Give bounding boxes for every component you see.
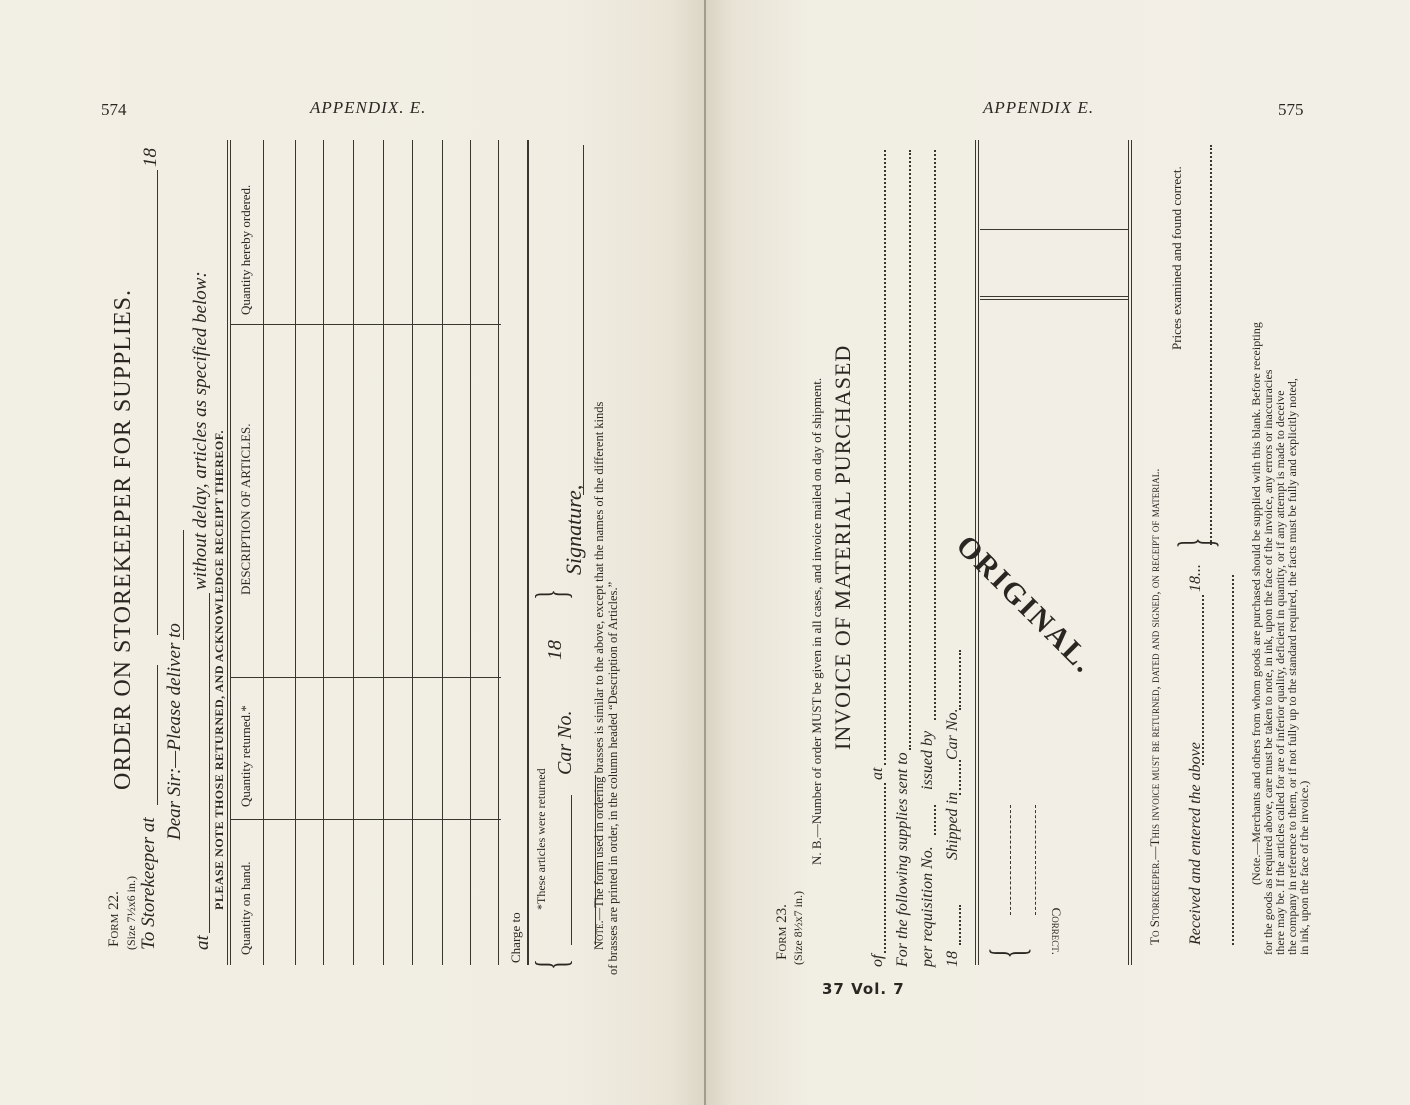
correct-brace-icon: { <box>979 947 1035 959</box>
storekeeper-note <box>1148 469 1161 945</box>
invoice-note-line: in ink, upon the face of the invoice.) <box>1297 780 1311 955</box>
invoice-note-line: the company in reference to them, or if not fully up to the standard required, the facts must be fully and explicitly noted, <box>1285 378 1299 955</box>
invoice-note-line: there may be. If the articles called for are of inferior quality, deficient in quantity, or if any attempt is made to deceive <box>1273 390 1287 955</box>
column-header-description: DESCRIPTION OF ARTICLES. <box>238 423 253 595</box>
invoice-column-divider <box>980 229 1128 230</box>
notice-text: PLEASE NOTE THOSE RETURNED, AND ACKNOWLEDGE RECEIPT THEREOF. <box>212 430 226 910</box>
correct-blank-2 <box>1035 805 1036 915</box>
received-brace-icon: } <box>1167 537 1223 549</box>
deliver-to-blank <box>183 530 184 640</box>
to-storekeeper-label: To Storekeeper at <box>138 817 159 950</box>
table-top-rule-2 <box>230 140 231 965</box>
page-number-left: 574 <box>101 100 127 119</box>
returned-blank <box>571 795 572 945</box>
supplies-sent-label: For the following supplies sent to <box>894 752 911 967</box>
note-line-1 <box>593 402 606 950</box>
requisition-blank <box>934 805 936 835</box>
requisition-label: per requisition No. <box>919 846 936 967</box>
storekeeper-note-text: To Storekeeper.—This invoice must be returned, dated and signed, on receipt of material. <box>1147 468 1162 945</box>
column-header-ordered: Quantity hereby ordered. <box>238 184 253 315</box>
issued-by-label: issued by <box>919 730 936 790</box>
invoice-box-rule <box>1128 140 1129 965</box>
at-blank <box>884 150 886 765</box>
year-prefix-2: 18 <box>544 640 566 660</box>
invoice-box-rule-2 <box>1131 140 1132 965</box>
shipped-in-label: Shipped in <box>944 792 961 860</box>
signature-mark: 37 Vol. 7 <box>822 980 905 998</box>
table-row-line <box>383 140 384 965</box>
correct-label: Correct. <box>1049 907 1064 955</box>
charge-to-label: Charge to <box>508 912 523 963</box>
correct-blank-1 <box>1010 805 1011 915</box>
issued-by-blank <box>934 150 936 720</box>
at-label: at <box>869 767 886 780</box>
left-brace-icon: { <box>527 959 576 970</box>
running-head-left: APPENDIX. E. <box>310 98 427 117</box>
table-row-line <box>323 140 324 965</box>
car-no-blank <box>959 650 961 710</box>
table-row-line <box>498 140 499 965</box>
year-prefix: 18 <box>944 951 961 967</box>
column-header-on-hand: Quantity on hand. <box>238 861 253 955</box>
running-head-right: APPENDIX E. <box>983 98 1095 117</box>
prices-examined: Prices examined and found correct. <box>1169 166 1184 350</box>
table-row-line <box>442 140 443 965</box>
invoice-title: INVOICE OF MATERIAL PURCHASED <box>830 344 855 750</box>
returned-note: *These articles were returned <box>534 768 548 910</box>
signature-label: Signature, <box>561 484 586 575</box>
note-text-1: —The form used in ordering brasses is similar to the above, except that the names of the different kinds <box>592 401 606 921</box>
sent-to-blank <box>909 150 911 750</box>
column-divider <box>231 677 501 678</box>
table-row-line <box>353 140 354 965</box>
original-stamp: ORIGINAL. <box>949 528 1101 680</box>
column-divider <box>231 819 501 820</box>
date-blank <box>157 170 158 635</box>
car-no-label: Car No. <box>944 708 961 760</box>
salutation: Dear Sir:—Please deliver to <box>164 623 185 840</box>
book-spine <box>704 0 706 1105</box>
invoice-column-divider <box>980 299 1128 300</box>
received-label: Received and entered the above <box>1187 742 1204 945</box>
note-line-2: of brasses are printed in order, in the column headed “Description of Articles.” <box>606 581 620 975</box>
form-22 <box>105 140 620 975</box>
right-brace-icon: } <box>527 589 576 600</box>
received-signature-blank <box>1232 575 1234 945</box>
at-blank <box>209 593 210 933</box>
prices-signature-blank <box>1210 145 1212 545</box>
at-label: at <box>192 935 213 950</box>
table-bottom-rule <box>527 140 529 965</box>
form-label: Form 22. <box>106 891 122 947</box>
table-row-line <box>295 140 296 965</box>
table-row-line <box>470 140 471 965</box>
storekeeper-blank <box>157 665 158 805</box>
year-blank <box>959 905 961 945</box>
delivery-instructions: without delay, articles as specified below: <box>190 271 211 590</box>
nb-note: N. B.—Number of order MUST be given in all cases, and invoice mailed on day of shipment. <box>809 377 824 865</box>
form-size: (Size 7½x6 in.) <box>124 876 138 950</box>
form-23 <box>770 140 1310 975</box>
shipped-in-blank <box>959 760 961 795</box>
column-divider <box>231 324 501 325</box>
of-label: of <box>869 954 886 967</box>
page-number-right: 575 <box>1278 100 1304 119</box>
table-row-line <box>263 140 264 965</box>
table-top-rule <box>227 140 228 965</box>
invoice-column-divider-2 <box>980 296 1128 297</box>
invoice-note-line: (Note.—Merchants and others from whom goods are purchased should be supplied with this blank. Before receipting <box>1249 322 1263 885</box>
form-title: ORDER ON STOREKEEPER FOR SUPPLIES. <box>110 289 136 790</box>
signature-blank <box>583 145 584 495</box>
table-row-line <box>412 140 413 965</box>
form-size: (Size 8½x7 in.) <box>791 891 805 965</box>
received-date-blank <box>1202 595 1204 765</box>
form-label: Form 23. <box>774 904 790 960</box>
invoice-note-line: for the goods as required above, care must be taken to note, in ink, upon the face of the invoice, any errors or inaccuracies <box>1261 369 1275 955</box>
year-prefix: 18 <box>140 148 161 167</box>
car-no-label: Car No. <box>554 710 576 775</box>
year-suffix: 18... <box>1187 564 1204 592</box>
note-label: Note. <box>592 920 606 950</box>
column-header-returned: Quantity returned.* <box>238 705 253 807</box>
of-blank <box>884 783 886 953</box>
